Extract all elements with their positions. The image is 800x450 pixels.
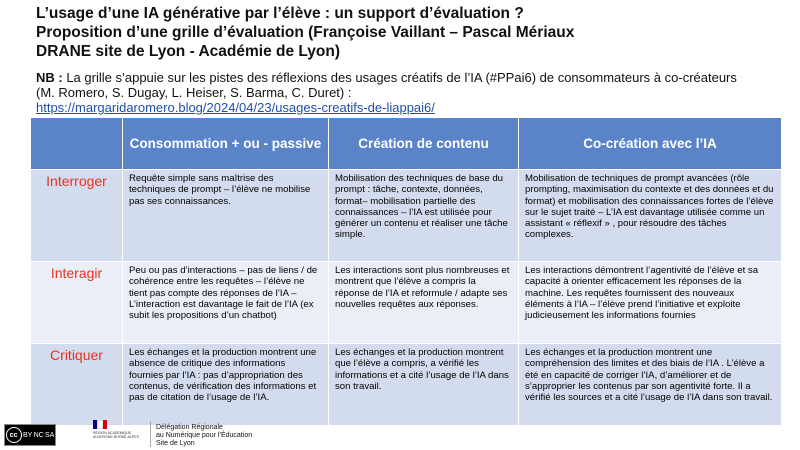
note-text: La grille s’appuie sur les pistes des réflexions des usages créatifs de l’IA (#PPai6) de consommateurs à co-créateurs (M. Romero, S. Dugay, L. Heiser, S. Barma, C. Duret) : <box>36 70 737 100</box>
grid-cell: Requête simple sans maîtrise des techniques de prompt – l’élève ne mobilise pas ses connaissances. <box>123 170 329 262</box>
cc-icon: cc <box>6 427 22 443</box>
column-header-co-creation: Co-création avec l’IA <box>519 118 782 170</box>
region-line-2: AUVERGNE-RHÔNE-ALPES <box>93 435 139 439</box>
grid-row-interroger <box>31 170 782 262</box>
row-label-interagir: Interagir <box>31 262 123 344</box>
grid-corner-cell <box>31 118 123 170</box>
grid-cell: Les échanges et la production montrent que l’élève a compris, a vérifié les informations et a cité l’usage de l’IA dans son travail. <box>329 344 519 426</box>
drane-line-2: au Numérique pour l’Éducation <box>156 432 253 439</box>
grid-cell: Les interactions démontrent l’agentivité de l’élève et sa capacité à orienter efficacement les réponses de la machine. Les requêtes fournissent des nouveaux éléments à l’IA – l’élève prend l’initiative et exploite judicieusement les informations fournies <box>519 262 782 344</box>
french-flag-icon <box>93 420 107 429</box>
grid-cell: Mobilisation de techniques de prompt avancées (rôle prompting, maximisation du contexte et des données et du format) et mobilisation des connaissances fortes de l’élève sur le sujet traité – L’IA est davantage utilisée comme un assistant « réflexif » , pour résoudre des tâches complexes. <box>519 170 782 262</box>
grid-cell: Les échanges et la production montrent une absence de critique des informations fournies par l’IA : pas d’appropriation des contenus, de vérification des informations et pas de citation de l’usage de l’IA. <box>123 344 329 426</box>
note-label: NB : <box>36 70 63 85</box>
creative-commons-badge <box>4 424 56 446</box>
column-header-creation: Création de contenu <box>329 118 519 170</box>
cc-by-label: BY <box>22 431 33 439</box>
evaluation-grid <box>30 117 782 426</box>
title-line-1: L’usage d’une IA générative par l’élève : un support d’évaluation ? <box>36 5 524 22</box>
grid-cell: Les échanges et la production montrent une compréhension des limites et des biais de l’IA . L’élève a été en capacité de corriger l’IA, d’améliorer et de s’approprier les contenus par son agentivité forte. Il a vérifié les sources et a cité l’usage de l’IA dans son travail. <box>519 344 782 426</box>
drane-line-3: Site de Lyon <box>156 440 195 447</box>
drane-label <box>156 424 286 448</box>
grid-row-critiquer <box>31 344 782 426</box>
title-line-2: Proposition d’une grille d’évaluation (Françoise Vaillant – Pascal Mériaux <box>36 24 575 41</box>
source-link[interactable]: https://margaridaromero.blog/2024/04/23/usages-creatifs-de-liappai6/ <box>36 100 435 115</box>
cc-nc-label: NC <box>33 431 44 439</box>
region-academique-logo <box>93 420 139 448</box>
grid-row-interagir <box>31 262 782 344</box>
region-line-1: RÉGION ACADÉMIQUE <box>93 431 132 435</box>
grid-cell: Mobilisation des techniques de base du prompt : tâche, contexte, données, format– mobilisation partielle des connaissances – l’IA est utilisée pour générer un contenu et réaliser une tâche simple. <box>329 170 519 262</box>
row-label-critiquer: Critiquer <box>31 344 123 426</box>
row-label-interroger: Interroger <box>31 170 123 262</box>
grid-cell: Peu ou pas d’interactions – pas de liens / de cohérence entre les requêtes – l’élève ne tient pas compte des réponses de l’IA – L’interaction est davantage le fait de l’IA (ex subit les propositions d’un chatbot) <box>123 262 329 344</box>
cc-sa-label: SA <box>45 431 55 439</box>
drane-line-1: Délégation Régionale <box>156 424 223 431</box>
note-paragraph <box>36 70 756 115</box>
document-title <box>36 4 776 61</box>
grid-cell: Les interactions sont plus nombreuses et montrent que l’élève a compris la réponse de l’IA et reformule / adapte ses nouvelles requêtes aux réponses. <box>329 262 519 344</box>
grid-header-row <box>31 118 782 170</box>
column-header-consommation: Consommation + ou - passive <box>123 118 329 170</box>
footer-divider <box>150 421 151 447</box>
title-line-3: DRANE site de Lyon - Académie de Lyon) <box>36 43 341 60</box>
